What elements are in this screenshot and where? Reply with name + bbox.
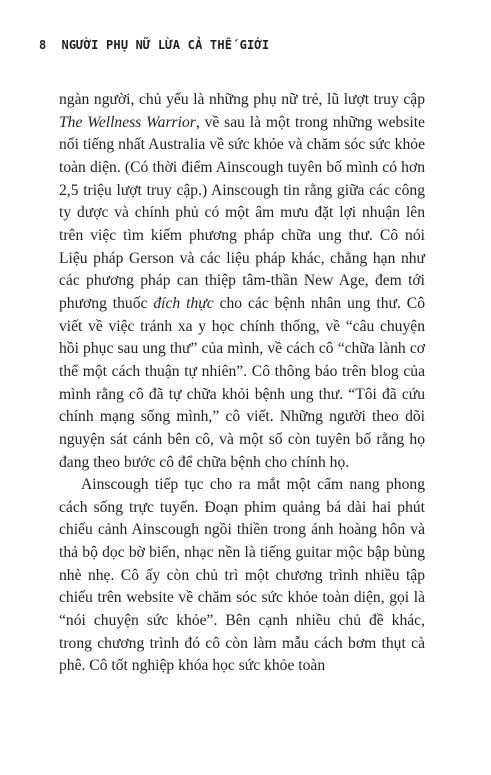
paragraph-1-part-2: , về sau là một trong những website nổi tiếng nhất Australia về sức khỏe và chăm sóc sức khỏe toàn diện. (Có thời điểm Ainscough tuyên bố mình có hơn 2,5 triệu lượt truy cập.) Ainscough tin rằng giữa các công ty dược và chính phủ có một âm mưu đặt lợi nhuận lên trên việc tìm kiếm phương pháp chữa ung thư. Cô nói Liệu pháp Gerson và các liệu pháp khác, chẳng hạn như các phương pháp can thiệp tâm-thần New Age, đem tới phương thuốc [59, 113, 425, 312]
italic-emphasis: đích thực [153, 294, 214, 312]
running-title: NGƯỜI PHỤ NỮ LỪA CẢ THẾ GIỚI [61, 38, 270, 52]
page-number: 8 [39, 38, 47, 52]
italic-website-title: The Wellness Warrior [59, 113, 196, 131]
paragraph-1-part-1: ngàn người, chủ yếu là những phụ nữ trẻ, lũ lượt truy cập [59, 91, 425, 108]
body-text [59, 89, 425, 678]
paragraph-1-part-3: cho các bệnh nhân ung thư. Cô viết về việc tránh xa y học chính thống, về “câu chuyện hồi phục sau ung thư” của mình, về cách cô “chữa lành cơ thể một cách thuận tự nhiên”. Cô thông báo trên blog của mình rằng cô đã tự chữa khỏi bệnh ung thư. “Tôi đã cứu chính mạng sống mình,” cô viết. Những người theo dõi nguyện sát cánh bên cô, và một số còn tuyên bố rằng họ đang theo bước cô để chữa bệnh cho chính họ. [59, 294, 425, 471]
paragraph-1 [59, 89, 425, 474]
paragraph-2: Ainscough tiếp tục cho ra mắt một cẩm nang phong cách sống trực tuyến. Đoạn phim quảng bá dài hai phút chiếu cảnh Ainscough ngồi thiền trong ánh hoàng hôn và thả bộ dọc bờ biển, nhạc nền là tiếng guitar mộc bập bùng nhè nhẹ. Cô ấy còn chủ trì một chương trình nhiều tập chiếu trên website về chăm sóc sức khỏe toàn diện, gọi là “nói chuyện sức khỏe”. Bên cạnh nhiều chủ đề khác, trong chương trình đó cô còn làm mẫu cách bơm thụt cà phê. Cô tốt nghiệp khóa học sức khỏe toàn [59, 476, 425, 675]
running-header [39, 38, 269, 52]
